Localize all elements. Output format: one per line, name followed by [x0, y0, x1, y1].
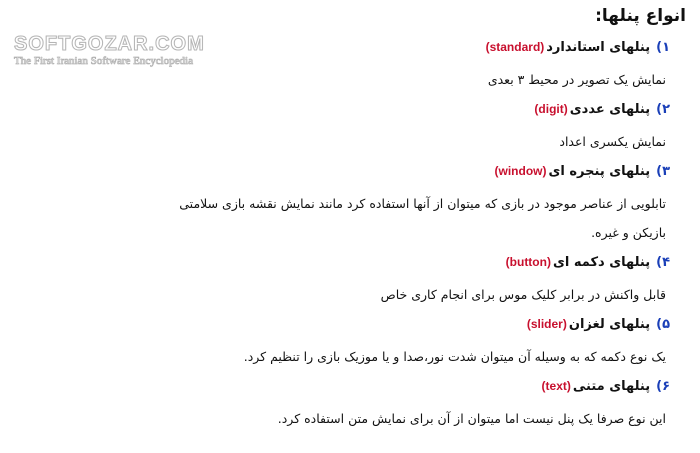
item-label: پنلهای لغزان — [568, 317, 651, 332]
item-description: نمایش یک تصویر در محیط ۳ بعدی — [487, 72, 666, 87]
item-label: پنلهای عددی — [569, 102, 651, 117]
item-heading — [166, 313, 670, 336]
item-code: (window) — [494, 164, 547, 178]
item-number: ۳) — [656, 164, 670, 179]
list-item-standard — [166, 36, 686, 94]
item-code: (digit) — [534, 102, 568, 116]
item-label: پنلهای دکمه ای — [552, 255, 651, 270]
document-content — [166, 2, 686, 437]
item-number: ۵) — [656, 317, 670, 332]
item-code: (button) — [505, 255, 551, 269]
item-number: ۱) — [656, 40, 670, 55]
item-number: ۲) — [656, 102, 670, 117]
item-heading — [166, 36, 670, 59]
item-number: ۴) — [656, 255, 670, 270]
item-heading — [166, 251, 670, 274]
watermark-site-name: SOFTGOZAR.COM — [14, 33, 205, 55]
list-item-slider — [166, 313, 686, 371]
watermark-tagline: The First Iranian Software Encyclopedia — [14, 55, 193, 67]
item-heading — [166, 160, 670, 183]
list-item-button — [166, 251, 686, 309]
list-item-text — [166, 375, 686, 433]
item-description: یک نوع دکمه که به وسیله آن میتوان شدت نور،صدا و یا موزیک بازی را تنظیم کرد. — [243, 349, 666, 364]
item-description: قابل واکنش در برابر کلیک موس برای انجام کاری خاص — [380, 287, 666, 302]
item-code: (standard) — [485, 40, 545, 54]
item-heading — [166, 98, 670, 121]
item-number: ۶) — [656, 379, 670, 394]
item-code: (slider) — [526, 317, 567, 331]
item-description: این نوع صرفا یک پنل نیست اما میتوان از آن برای نمایش متن استفاده کرد. — [277, 411, 666, 426]
item-description: نمایش یکسری اعداد — [559, 134, 666, 149]
list-item-window — [166, 160, 686, 247]
list-item-digit — [166, 98, 686, 156]
page-title: انواع پنلها: — [595, 6, 686, 26]
item-label: پنلهای پنجره ای — [548, 164, 651, 179]
item-heading — [166, 375, 670, 398]
item-label: پنلهای استاندارد — [546, 40, 651, 55]
item-label: پنلهای متنی — [572, 379, 651, 394]
item-description: تابلویی از عناصر موجود در بازی که میتوان از آنها استفاده کرد مانند نمایش نقشه بازی سلامتی بازیکن و غیره. — [179, 196, 666, 240]
item-code: (text) — [541, 379, 571, 393]
